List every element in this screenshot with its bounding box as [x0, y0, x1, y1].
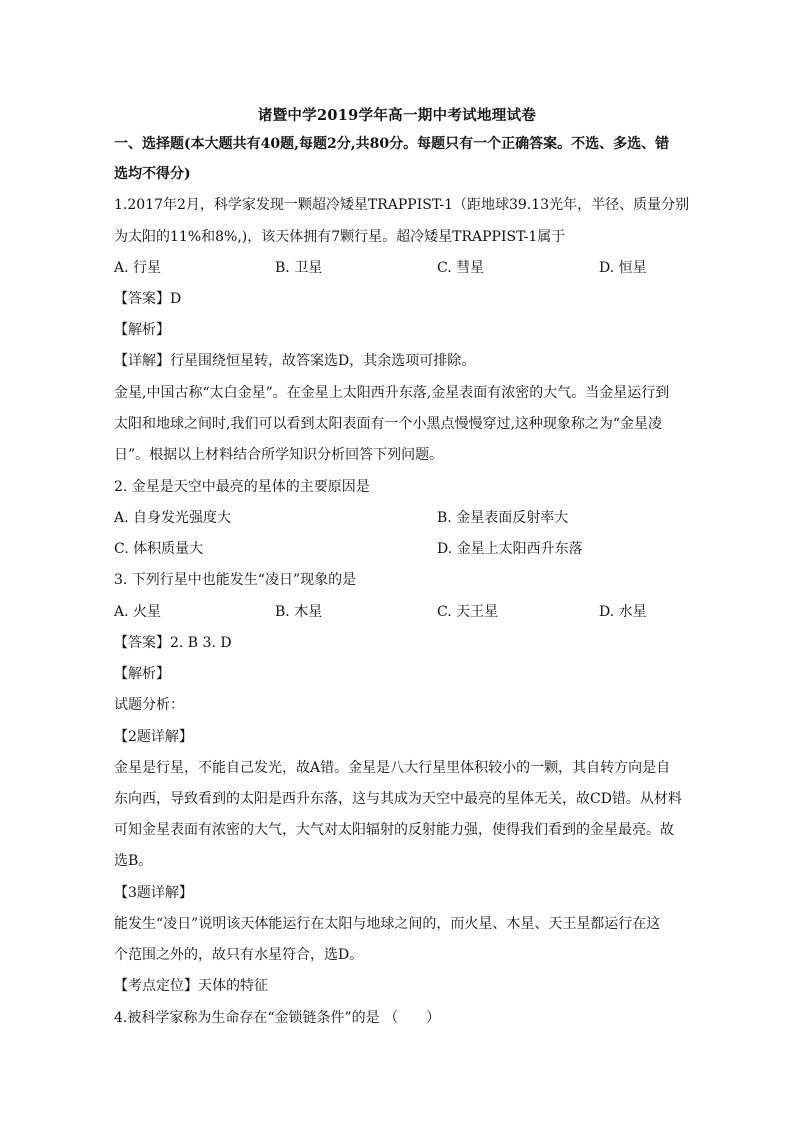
passage-line: 太阳和地球之间时,我们可以看到太阳表面有一个小黑点慢慢穿过,这种现象称之为“金星凌 [114, 416, 663, 432]
q1-option-b: B. 卫星 [275, 260, 323, 276]
q1-stem-cont: 为太阳的11%和8%,)，该天体拥有7颗行星。超冷矮星TRAPPIST-1属于 [114, 229, 566, 245]
q2-detail-line: 选B。 [114, 853, 153, 869]
q3-option-c: C. 天王星 [437, 604, 499, 620]
q3-detail-line: 能发生“凌日”说明该天体能运行在太阳与地球之间的，而火星、木星、天王星都运行在这 [114, 916, 661, 932]
q1-detail: 【详解】行星围绕恒星转，故答案选D，其余选项可排除。 [114, 353, 476, 369]
q3-option-a: A. 火星 [114, 604, 162, 620]
q2-option-a: A. 自身发光强度大 [114, 510, 232, 526]
q23-answer: 【答案】2. B 3. D [114, 635, 232, 651]
q2-detail-line: 可知金星表面有浓密的大气，大气对太阳辐射的反射能力强，使得我们看到的金星最亮。故 [114, 822, 674, 838]
q3-detail-line: 个范围之外的，故只有水星符合，选D。 [114, 947, 364, 963]
q2-detail-line: 金星是行星，不能自己发光，故A错。金星是八大行星里体积较小的一颗，其自转方向是自 [114, 760, 671, 776]
q23-analysis-intro: 试题分析： [114, 697, 184, 713]
q3-detail-label: 【3题详解】 [114, 885, 193, 901]
q2-option-d: D. 金星上太阳西升东落 [437, 541, 583, 557]
section-heading-cont: 选均不得分) [114, 166, 191, 182]
q1-stem: 1.2017年2月，科学家发现一颗超冷矮星TRAPPIST-1（距地球39.13光年，半径、质量分别 [114, 197, 690, 213]
q2-detail-line: 东向西，导致看到的太阳是西升东落，这与其成为天空中最亮的星体无关，故CD错。从材料 [114, 791, 682, 807]
q2-detail-label: 【2题详解】 [114, 729, 193, 745]
q2-option-c: C. 体积质量大 [114, 541, 204, 557]
passage-line: 日”。根据以上材料结合所学知识分析回答下列问题。 [114, 447, 444, 463]
q4-stem: 4.被科学家称为生命存在“金锁链条件”的是 （ ） [114, 1010, 441, 1026]
q1-answer: 【答案】D [114, 291, 182, 307]
q1-analysis-label: 【解析】 [114, 322, 170, 338]
q1-option-d: D. 恒星 [599, 260, 647, 276]
section-heading: 一、选择题(本大题共有40题,每题2分,共80分。每题只有一个正确答案。不选、多选、错 [114, 136, 670, 152]
q2-stem: 2. 金星是天空中最亮的星体的主要原因是 [114, 479, 370, 495]
q2-option-b: B. 金星表面反射率大 [437, 510, 569, 526]
page-title: 诸暨中学2019学年高一期中考试地理试卷 [257, 107, 537, 124]
q3-stem: 3. 下列行星中也能发生“凌日”现象的是 [114, 572, 357, 588]
q1-option-c: C. 彗星 [437, 260, 485, 276]
q3-option-d: D. 水星 [599, 604, 647, 620]
q1-option-a: A. 行星 [114, 260, 162, 276]
passage-line: 金星,中国古称“太白金星”。在金星上太阳西升东落,金星表面有浓密的大气。当金星运行到 [114, 385, 670, 401]
q3-option-b: B. 木星 [275, 604, 323, 620]
kaodian-label: 【考点定位】天体的特征 [114, 978, 268, 994]
q23-analysis-label: 【解析】 [114, 666, 170, 682]
